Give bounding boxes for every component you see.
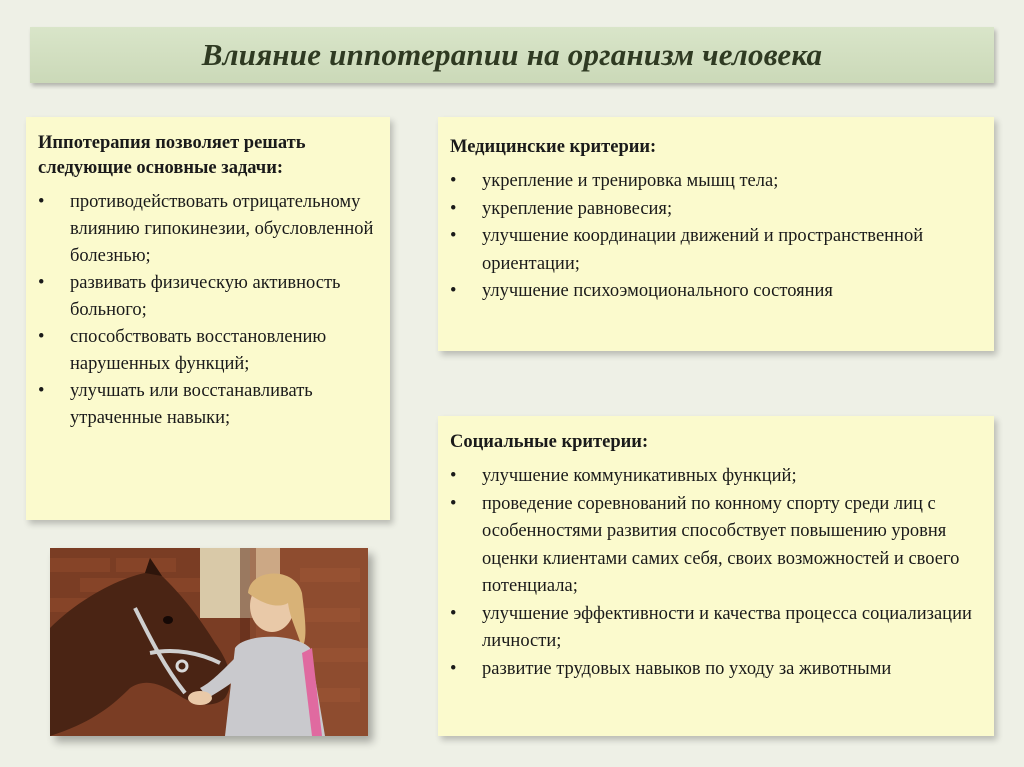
list-item [38,324,378,378]
list-item-text: укрепление и тренировка мышц тела; [482,171,779,191]
social-criteria-panel [438,416,994,736]
bullet-icon: • [450,281,457,301]
bullet-icon: • [450,493,457,514]
bullet-icon: • [450,466,457,486]
bullet-icon: • [450,658,457,679]
tasks-list [38,189,378,432]
list-item-text: развитие трудовых навыков по уходу за животными [482,658,892,679]
list-item-text: развивать физическую активность больного; [70,273,341,320]
bullet-icon: • [450,198,457,219]
list-item [450,463,982,491]
tasks-panel [26,117,390,520]
list-item [450,196,982,224]
medical-list [450,168,982,306]
slide-title: Влияние иппотерапии на организм человека [201,37,823,72]
bullet-icon: • [450,171,457,191]
social-heading: Социальные критерии: [450,432,649,452]
list-item [38,378,378,432]
medical-criteria-panel [438,117,994,351]
bullet-icon: • [38,192,45,212]
title-bar [30,27,994,83]
list-item [450,278,982,306]
bullet-icon: • [38,327,45,347]
list-item-text: улучшение коммуникативных функций; [482,466,797,486]
list-item [450,601,982,656]
list-item [450,223,982,278]
list-item-text: улучшать или восстанавливать утраченные навыки; [70,381,313,428]
list-item-text: укрепление равновесия; [482,198,673,219]
bullet-icon: • [38,273,45,293]
bullet-icon: • [450,226,457,246]
horse-girl-photo [50,548,368,736]
list-item-text: способствовать восстановлению нарушенных функций; [70,327,327,374]
list-item-text: улучшение эффективности и качества процесса социализации личности; [482,603,972,651]
list-item [450,656,982,684]
list-item [450,168,982,196]
list-item-text: проведение соревнований по конному спорту среди лиц с особенностями развития способствует повышению уровня оценки клиентами самих себя, своих возможностей и своего потенциала; [482,493,960,596]
bullet-icon: • [450,603,457,624]
list-item [450,491,982,601]
list-item-text: улучшение психоэмоционального состояния [482,281,833,301]
list-item-text: противодействовать отрицательному влиянию гипокинезии, обусловленной болезнью; [70,192,374,266]
tasks-heading: Иппотерапия позволяет решать следующие основные задачи: [38,133,306,178]
list-item [38,270,378,324]
medical-heading: Медицинские критерии: [450,137,657,157]
bullet-icon: • [38,381,45,401]
list-item [38,189,378,270]
list-item-text: улучшение координации движений и пространственной ориентации; [482,226,924,274]
social-list [450,463,982,683]
